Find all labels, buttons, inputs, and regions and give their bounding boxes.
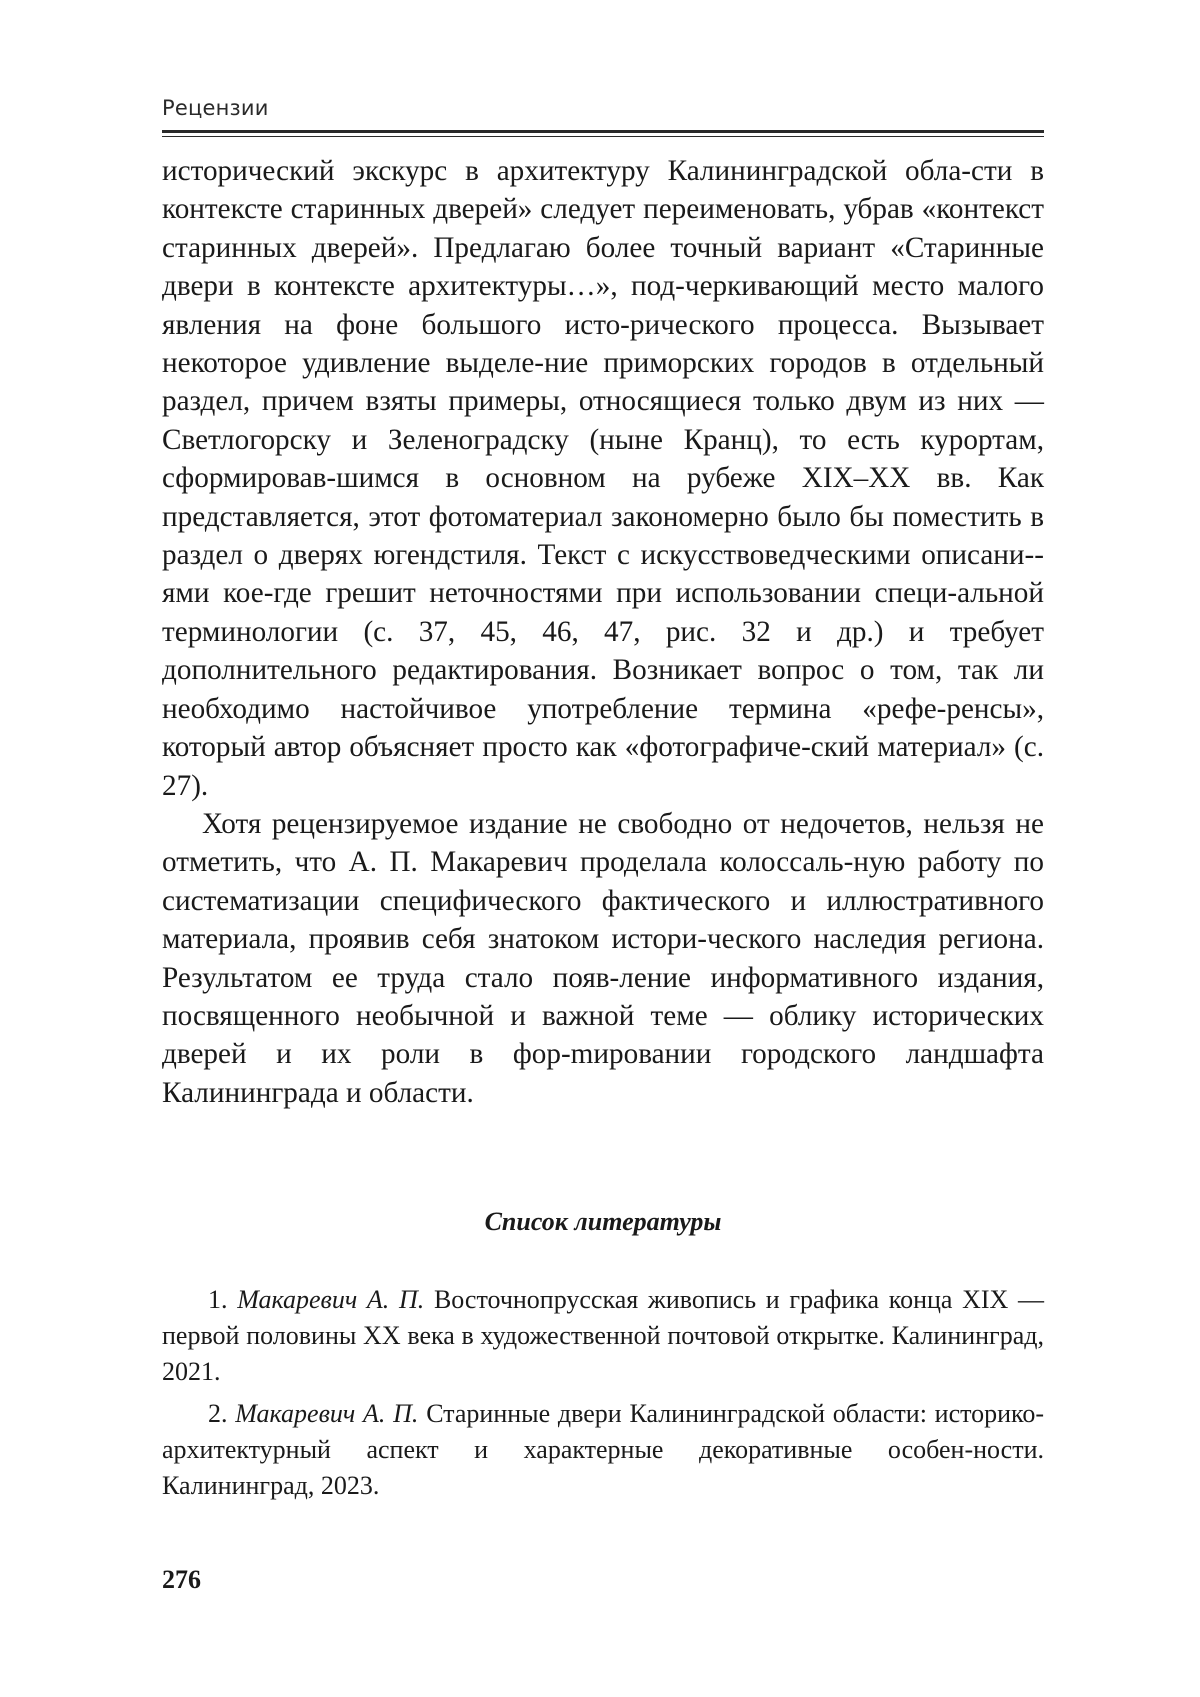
paragraph-continued: исторический экскурс в архитектуру Калининградской обла-сти в контексте старинных дверей» следует переименовать, убрав «контекст старинных дверей». Предлагаю более точный вариант «Старинные двери в контексте архитектуры…», под-черкивающий место малого явления на фоне большого исто-рического процесса. Вызывает некоторое удивление выделе-ние приморских городов в отдельный раздел, причем взяты примеры, относящиеся только двум из них — Светлогорску и Зеленоградску (ныне Кранц), то есть курортам, сформировав-шимся в основном на рубеже XIX–XX вв. Как представляется, этот фотоматериал закономерно было бы поместить в раздел о дверях югендстиля. Текст с искусствоведческими описани-ями кое-где грешит неточностями при использовании специ-альной терминологии (с. 37, 45, 46, 47, рис. 32 и др.) и требует дополнительного редактирования. Возникает вопрос о том, так ли необходимо настойчивое употребление термина «рефе-ренсы», который автор объясняет просто как «фотографиче-ский материал» (с. 27). bbox=[162, 155, 1044, 802]
references-list bbox=[162, 1282, 1044, 1510]
paragraph-conclusion: Хотя рецензируемое издание не свободно от недочетов, нельзя не отметить, что А. П. Макаревич проделала колоссаль-ную работу по систематизации специфического фактического и иллюстративного материала, проявив себя знатоком истори-ческого наследия региона. Результатом ее труда стало появ-ление информативного издания, посвященного необычной и важной теме — облику исторических дверей и их роли в фор-mировании городского ландшафта Калининграда и области. bbox=[162, 807, 1044, 1109]
references-title: Список литературы bbox=[484, 1207, 722, 1236]
reference-number: 2. bbox=[208, 1399, 228, 1428]
reference-text: Старинные двери Калининградской области: историко-архитектурный аспект и характерные декоративные особен-ности. Калининград, 2023. bbox=[162, 1399, 1045, 1500]
running-title: Рецензии bbox=[162, 96, 269, 120]
header-rule-thin bbox=[162, 136, 1044, 137]
reference-author: Макаревич А. П. bbox=[237, 1285, 425, 1314]
reference-number: 1. bbox=[208, 1285, 228, 1314]
reference-item bbox=[162, 1396, 1044, 1504]
header-rule-thick bbox=[162, 130, 1044, 133]
reference-text: Восточнопрусская живопись и графика конца XIX — первой половины XX века в художественной почтовой открытке. Калининград, 2021. bbox=[162, 1285, 1045, 1386]
reference-author: Макаревич А. П. bbox=[235, 1399, 419, 1428]
reference-item bbox=[162, 1282, 1044, 1390]
page-number: 276 bbox=[162, 1565, 201, 1594]
body-text bbox=[162, 152, 1044, 1112]
